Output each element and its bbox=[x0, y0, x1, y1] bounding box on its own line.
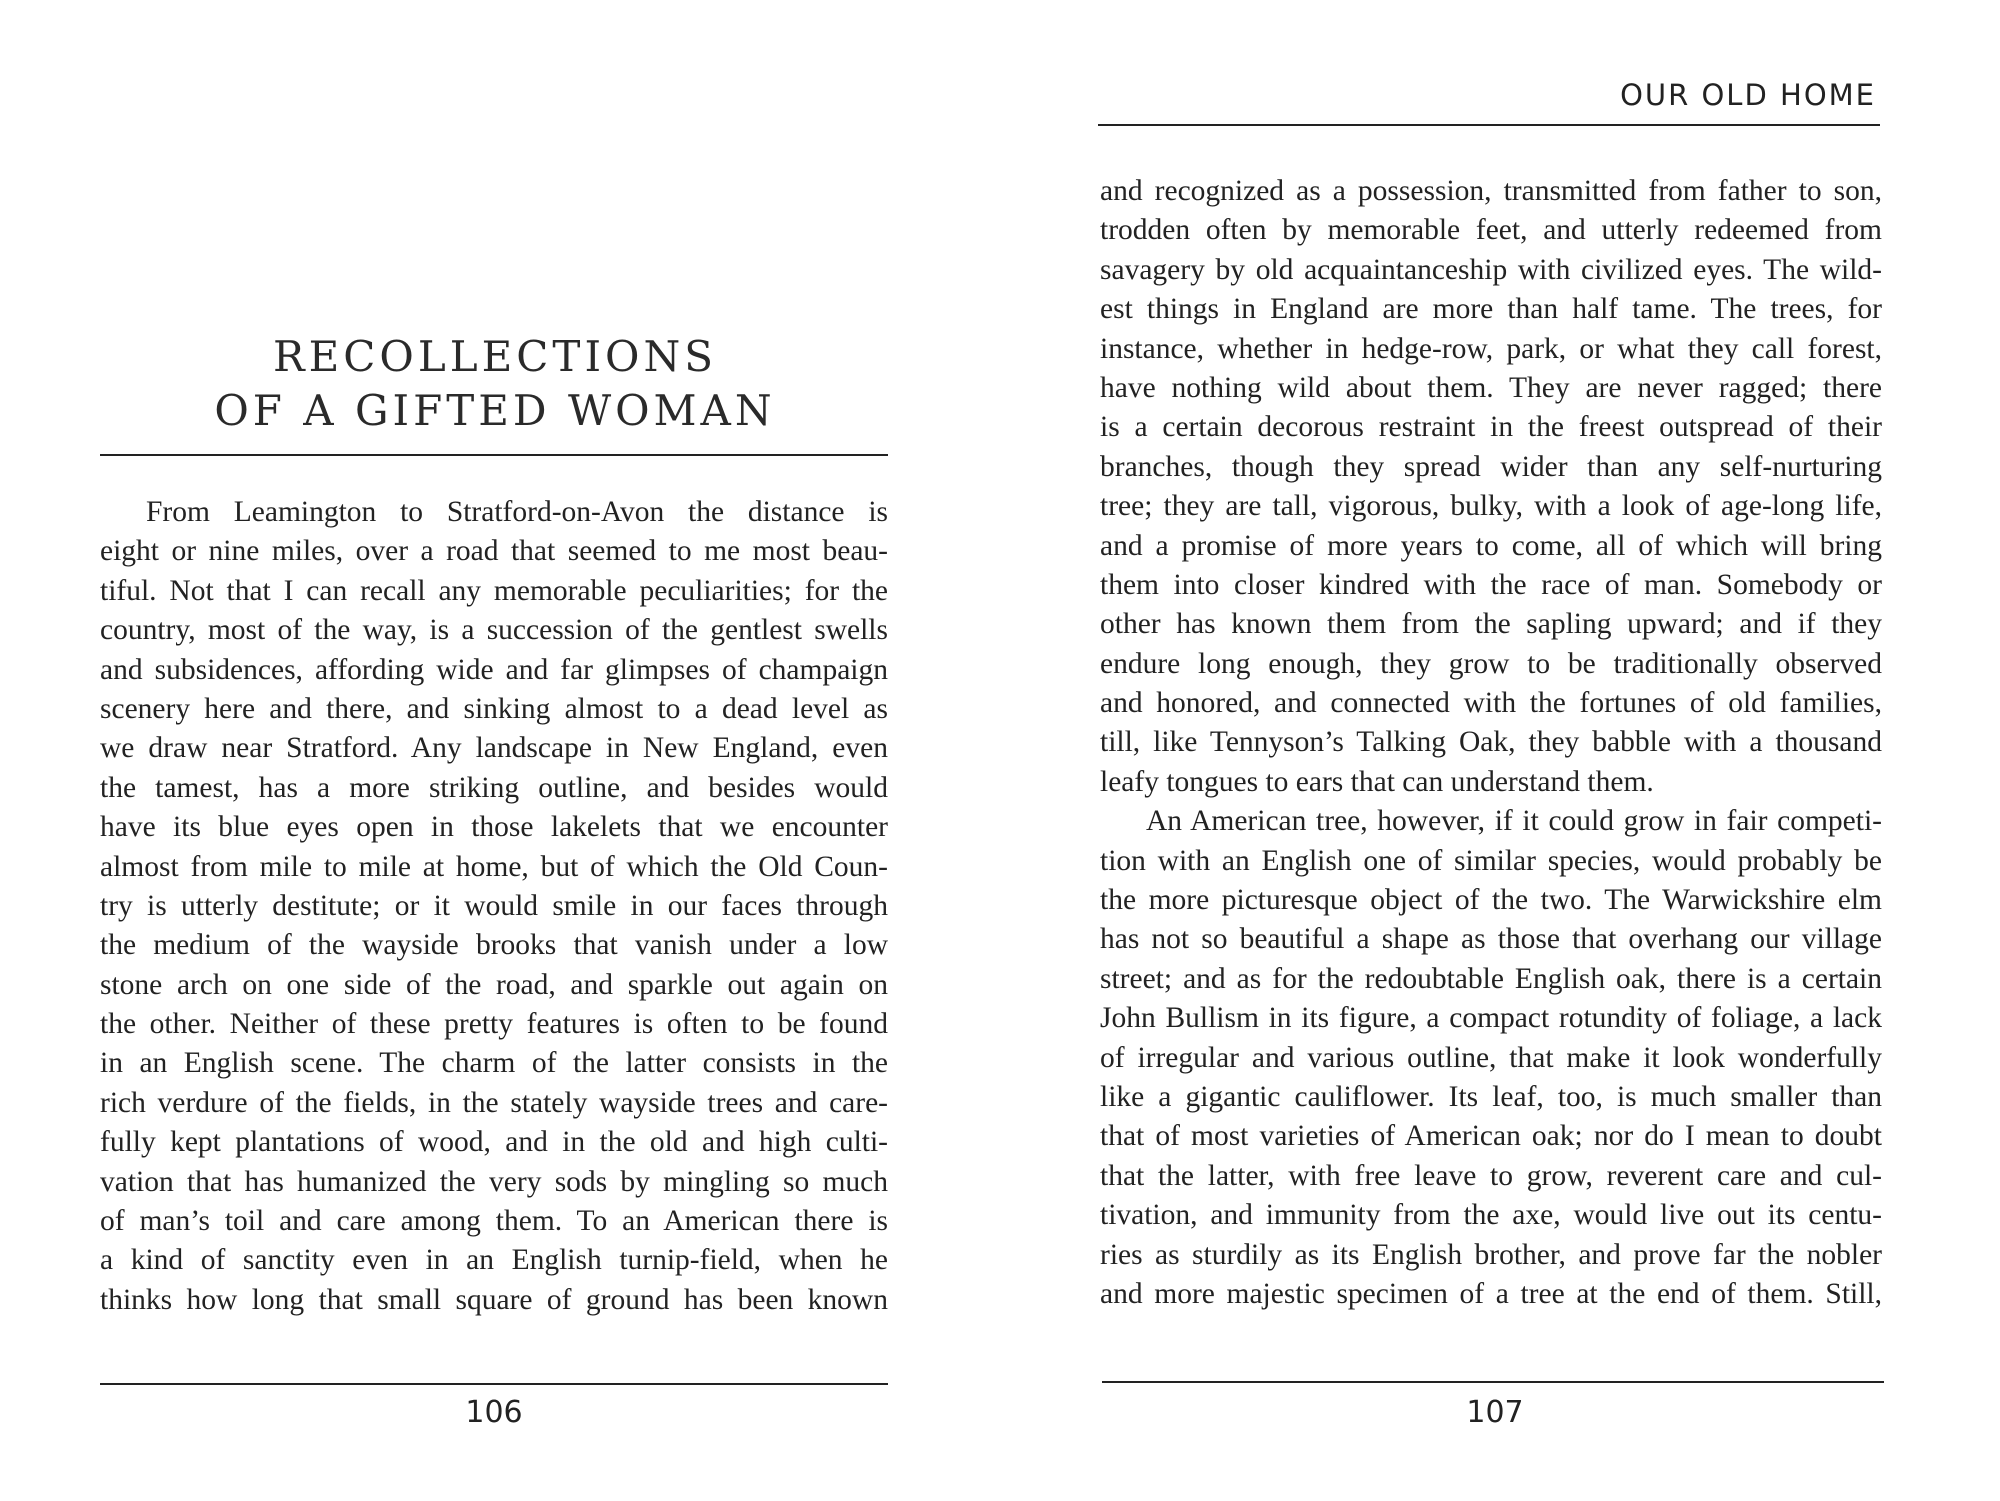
text-line: tree; they are tall, vigorous, bulky, with a look of age-long life, bbox=[1100, 490, 1882, 523]
text-line: stone arch on one side of the road, and sparkle out again on bbox=[100, 968, 888, 1001]
text-line: country, most of the way, is a succession of the gentlest swells bbox=[100, 614, 888, 647]
left-body-text bbox=[100, 493, 888, 1320]
text-line: street; and as for the redoubtable English oak, there is a certain bbox=[1100, 962, 1882, 995]
title-rule bbox=[100, 454, 888, 456]
text-line: of irregular and various outline, that make it look wonderfully bbox=[1100, 1041, 1882, 1074]
text-line: endure long enough, they grow to be traditionally observed bbox=[1100, 647, 1882, 680]
text-line: tivation, and immunity from the axe, would live out its centu- bbox=[1100, 1199, 1882, 1232]
text-line: and a promise of more years to come, all of which will bring bbox=[1100, 529, 1882, 562]
text-line: tion with an English one of similar species, would probably be bbox=[1100, 844, 1882, 877]
text-line: rich verdure of the fields, in the stately wayside trees and care- bbox=[100, 1086, 888, 1119]
text-line: scenery here and there, and sinking almost to a dead level as bbox=[100, 692, 888, 725]
text-line: leafy tongues to ears that can understand them. bbox=[1100, 765, 1654, 798]
text-line: John Bullism in its figure, a compact rotundity of foliage, a lack bbox=[1100, 1002, 1882, 1035]
text-line: ries as sturdily as its English brother, and prove far the nobler bbox=[1100, 1238, 1882, 1271]
text-line: From Leamington to Stratford-on-Avon the distance is bbox=[146, 496, 888, 528]
text-line: has not so beautiful a shape as those that overhang our village bbox=[1100, 923, 1882, 956]
text-line: them into closer kindred with the race of man. Somebody or bbox=[1100, 568, 1882, 601]
text-line: An American tree, however, if it could grow in fair competi- bbox=[1146, 805, 1882, 838]
text-line: and honored, and connected with the fortunes of old families, bbox=[1100, 687, 1882, 720]
text-line: eight or nine miles, over a road that seemed to me most beau- bbox=[100, 535, 888, 568]
chapter-title-line-1: RECOLLECTIONS bbox=[273, 332, 717, 381]
text-line: and more majestic specimen of a tree at the end of them. Still, bbox=[1100, 1277, 1882, 1310]
text-line: that the latter, with free leave to grow, reverent care and cul- bbox=[1100, 1159, 1882, 1192]
text-line: instance, whether in hedge-row, park, or what they call forest, bbox=[1100, 332, 1882, 365]
page-number: 106 bbox=[465, 1395, 523, 1430]
header-rule bbox=[1098, 124, 1880, 126]
footer-rule bbox=[100, 1383, 888, 1385]
text-line: est things in England are more than half tame. The trees, for bbox=[1100, 293, 1882, 326]
text-line: savagery by old acquaintanceship with civilized eyes. The wild- bbox=[1100, 253, 1882, 286]
text-line: try is utterly destitute; or it would smile in our faces through bbox=[100, 889, 888, 922]
text-line: the other. Neither of these pretty features is often to be found bbox=[100, 1008, 888, 1041]
text-line: trodden often by memorable feet, and utterly redeemed from bbox=[1100, 214, 1882, 247]
text-line: in an English scene. The charm of the latter consists in the bbox=[100, 1047, 888, 1080]
text-line: vation that has humanized the very sods by mingling so much bbox=[100, 1165, 888, 1198]
text-line: have its blue eyes open in those lakelets that we encounter bbox=[100, 811, 888, 844]
text-line: and recognized as a possession, transmitted from father to son, bbox=[1100, 175, 1882, 207]
footer-rule bbox=[1102, 1381, 1884, 1383]
text-line: and subsidences, affording wide and far glimpses of champaign bbox=[100, 653, 888, 686]
text-line: tiful. Not that I can recall any memorable peculiarities; for the bbox=[100, 574, 888, 607]
text-line: branches, though they spread wider than any self-nurturing bbox=[1100, 450, 1882, 483]
text-line: that of most varieties of American oak; nor do I mean to doubt bbox=[1100, 1120, 1882, 1153]
text-line: have nothing wild about them. They are never ragged; there bbox=[1100, 371, 1882, 404]
text-line: till, like Tennyson’s Talking Oak, they babble with a thousand bbox=[1100, 726, 1882, 759]
chapter-title bbox=[100, 330, 890, 438]
page-number: 107 bbox=[1466, 1395, 1524, 1430]
text-line: is a certain decorous restraint in the freest outspread of their bbox=[1100, 411, 1882, 444]
text-line: a kind of sanctity even in an English turnip-field, when he bbox=[100, 1244, 888, 1277]
text-line: the tamest, has a more striking outline, and besides would bbox=[100, 771, 888, 804]
text-line: we draw near Stratford. Any landscape in New England, even bbox=[100, 732, 888, 765]
text-line: almost from mile to mile at home, but of which the Old Coun- bbox=[100, 850, 888, 883]
running-head: OUR OLD HOME bbox=[1620, 78, 1876, 112]
right-body-text bbox=[1100, 172, 1882, 1314]
chapter-title-line-2: OF A GIFTED WOMAN bbox=[214, 386, 776, 435]
text-line: the medium of the wayside brooks that vanish under a low bbox=[100, 929, 888, 962]
text-line: other has known them from the sapling upward; and if they bbox=[1100, 608, 1882, 641]
text-line: the more picturesque object of the two. The Warwickshire elm bbox=[1100, 884, 1882, 917]
text-line: like a gigantic cauliflower. Its leaf, too, is much smaller than bbox=[1100, 1080, 1882, 1113]
text-line: thinks how long that small square of ground has been known bbox=[100, 1283, 888, 1316]
text-line: fully kept plantations of wood, and in the old and high culti- bbox=[100, 1126, 888, 1159]
text-line: of man’s toil and care among them. To an American there is bbox=[100, 1205, 888, 1238]
